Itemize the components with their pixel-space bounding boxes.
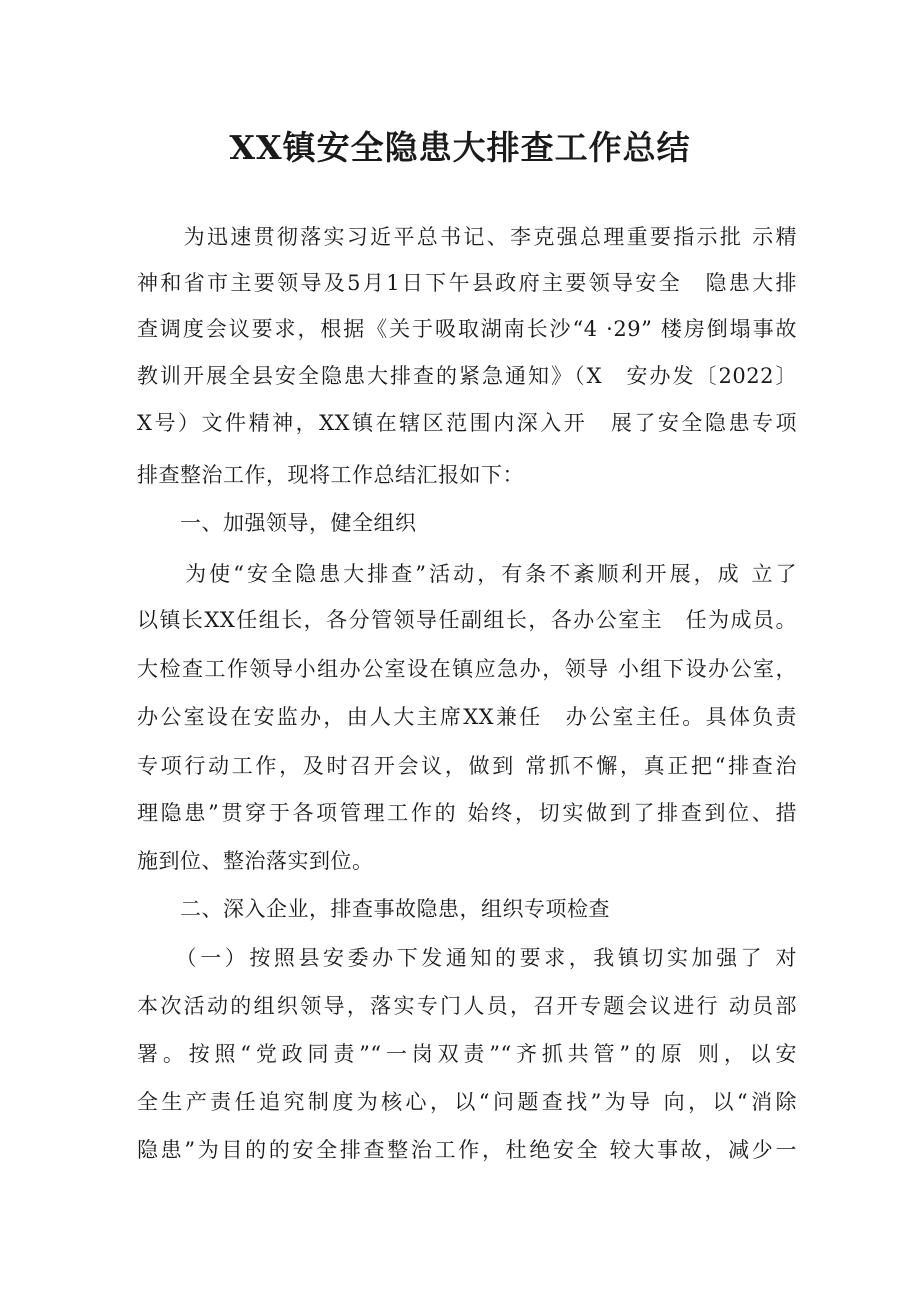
paragraph-line: 为迅速贯彻落实习近平总书记、李克强总理重要指示批 示精 — [137, 225, 797, 249]
paragraph-line: 神和省市主要领导及5月1日下午县政府主要领导安全 隐患大排 — [137, 271, 797, 295]
section-heading-1: 一、加强领导，健全组织 — [137, 511, 417, 535]
paragraph-line: X号）文件精神，XX镇在辖区范围内深入开 展了安全隐患专项 — [137, 411, 797, 435]
paragraph-line: 隐患”为目的的安全排查整治工作，杜绝安全 较大事故，减少一 — [137, 1138, 797, 1162]
paragraph-line: 排查整治工作，现将工作总结汇报如下： — [137, 463, 524, 487]
document-title: XX镇安全隐患大排查工作总结 — [229, 128, 691, 167]
paragraph-line: 大检查工作领导小组办公室设在镇应急办，领导 小组下设办公室， — [137, 657, 797, 681]
paragraph-line: 为使“安全隐患大排查”活动，有条不紊顺利开展，成 立了 — [137, 562, 797, 586]
section-heading-2: 二、深入企业，排查事故隐患，组织专项检查 — [137, 897, 610, 921]
paragraph-line: 专项行动工作，及时召开会议，做到 常抓不懈，真正把“排查治 — [137, 754, 797, 778]
paragraph-line: 施到位、整治落实到位。 — [137, 849, 374, 873]
paragraph-line: 署。按照“党政同责”“一岗双责”“齐抓共管”的原 则，以安 — [137, 1042, 797, 1066]
paragraph-line: 本次活动的组织领导，落实专门人员，召开专题会议进行 动员部 — [137, 994, 797, 1018]
paragraph-line: （一）按照县安委办下发通知的要求，我镇切实加强了 对 — [137, 946, 797, 970]
paragraph-line: 全生产责任追究制度为核心，以“问题查找”为导 向，以“消除 — [137, 1090, 797, 1114]
paragraph-line: 教训开展全县安全隐患大排查的紧急通知》（X 安办发〔2022〕 — [137, 364, 797, 388]
paragraph-line: 查调度会议要求，根据《关于吸取湖南长沙“4 ·29” 楼房倒塌事故 — [137, 317, 797, 341]
paragraph-line: 以镇长XX任组长，各分管领导任副组长，各办公室主 任为成员。 — [137, 608, 797, 632]
paragraph-line: 理隐患”贯穿于各项管理工作的 始终，切实做到了排查到位、措 — [137, 801, 797, 825]
paragraph-line: 办公室设在安监办，由人大主席XX兼任 办公室主任。具体负责 — [137, 705, 797, 729]
